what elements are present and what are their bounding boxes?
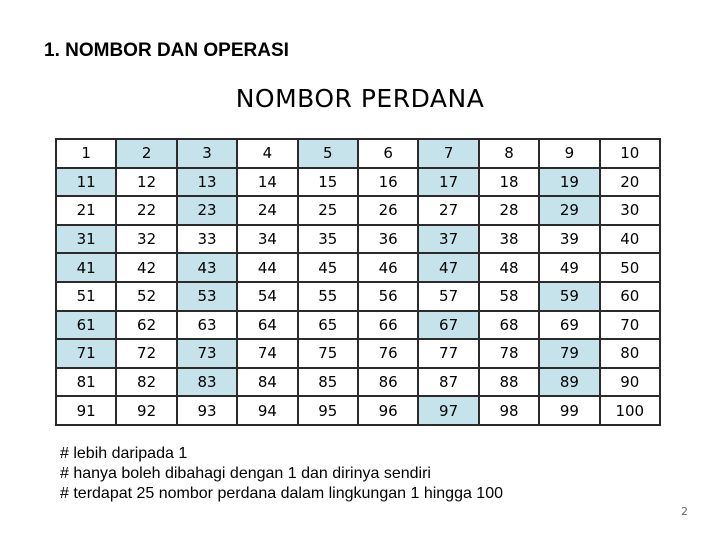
number-cell: 72 xyxy=(117,340,175,367)
prime-number-cell: 23 xyxy=(178,197,236,224)
prime-number-cell: 7 xyxy=(419,140,477,167)
number-cell: 98 xyxy=(480,397,538,424)
prime-number-cell: 41 xyxy=(57,254,115,281)
number-cell: 28 xyxy=(480,197,538,224)
prime-number-cell: 67 xyxy=(419,312,477,339)
prime-number-cell: 11 xyxy=(57,169,115,196)
number-cell: 25 xyxy=(299,197,357,224)
number-cell: 86 xyxy=(359,369,417,396)
page-number: 2 xyxy=(681,505,688,518)
number-cell: 63 xyxy=(178,312,236,339)
number-cell: 87 xyxy=(419,369,477,396)
prime-number-cell: 2 xyxy=(117,140,175,167)
number-cell: 9 xyxy=(540,140,598,167)
number-cell: 54 xyxy=(238,283,296,310)
number-cell: 51 xyxy=(57,283,115,310)
number-cell: 52 xyxy=(117,283,175,310)
number-cell: 60 xyxy=(601,283,659,310)
prime-number-cell: 53 xyxy=(178,283,236,310)
number-cell: 65 xyxy=(299,312,357,339)
number-cell: 77 xyxy=(419,340,477,367)
number-cell: 75 xyxy=(299,340,357,367)
prime-number-cell: 97 xyxy=(419,397,477,424)
number-cell: 74 xyxy=(238,340,296,367)
number-cell: 58 xyxy=(480,283,538,310)
number-cell: 18 xyxy=(480,169,538,196)
prime-number-cell: 47 xyxy=(419,254,477,281)
number-cell: 15 xyxy=(299,169,357,196)
number-cell: 22 xyxy=(117,197,175,224)
number-cell: 12 xyxy=(117,169,175,196)
number-cell: 82 xyxy=(117,369,175,396)
number-cell: 48 xyxy=(480,254,538,281)
section-heading: 1. NOMBOR DAN OPERASI xyxy=(44,40,289,61)
number-cell: 96 xyxy=(359,397,417,424)
number-cell: 84 xyxy=(238,369,296,396)
prime-number-cell: 13 xyxy=(178,169,236,196)
number-cell: 94 xyxy=(238,397,296,424)
prime-number-cell: 83 xyxy=(178,369,236,396)
notes-list xyxy=(60,444,503,504)
prime-number-cell: 61 xyxy=(57,312,115,339)
note-item: # hanya boleh dibahagi dengan 1 dan dirinya sendiri xyxy=(60,465,431,482)
number-cell: 55 xyxy=(299,283,357,310)
number-cell: 85 xyxy=(299,369,357,396)
number-cell: 42 xyxy=(117,254,175,281)
prime-number-cell: 71 xyxy=(57,340,115,367)
number-cell: 40 xyxy=(601,226,659,253)
number-cell: 16 xyxy=(359,169,417,196)
prime-number-cell: 3 xyxy=(178,140,236,167)
prime-number-cell: 73 xyxy=(178,340,236,367)
number-cell: 24 xyxy=(238,197,296,224)
slide-title: NOMBOR PERDANA xyxy=(235,84,485,113)
number-cell: 32 xyxy=(117,226,175,253)
number-cell: 38 xyxy=(480,226,538,253)
note-item: # lebih daripada 1 xyxy=(60,445,188,462)
number-cell: 76 xyxy=(359,340,417,367)
number-cell: 88 xyxy=(480,369,538,396)
number-cell: 90 xyxy=(601,369,659,396)
number-cell: 21 xyxy=(57,197,115,224)
number-cell: 80 xyxy=(601,340,659,367)
prime-number-cell: 89 xyxy=(540,369,598,396)
number-cell: 62 xyxy=(117,312,175,339)
number-cell: 64 xyxy=(238,312,296,339)
number-cell: 20 xyxy=(601,169,659,196)
number-cell: 81 xyxy=(57,369,115,396)
number-grid xyxy=(55,138,661,426)
number-cell: 50 xyxy=(601,254,659,281)
number-cell: 35 xyxy=(299,226,357,253)
number-cell: 92 xyxy=(117,397,175,424)
number-cell: 68 xyxy=(480,312,538,339)
note-item: # terdapat 25 nombor perdana dalam lingkungan 1 hingga 100 xyxy=(60,485,503,502)
prime-number-cell: 37 xyxy=(419,226,477,253)
number-cell: 70 xyxy=(601,312,659,339)
number-cell: 78 xyxy=(480,340,538,367)
number-cell: 14 xyxy=(238,169,296,196)
prime-number-cell: 43 xyxy=(178,254,236,281)
number-cell: 46 xyxy=(359,254,417,281)
number-cell: 33 xyxy=(178,226,236,253)
prime-number-cell: 17 xyxy=(419,169,477,196)
prime-number-cell: 5 xyxy=(299,140,357,167)
number-cell: 36 xyxy=(359,226,417,253)
number-cell: 26 xyxy=(359,197,417,224)
prime-number-cell: 59 xyxy=(540,283,598,310)
number-cell: 49 xyxy=(540,254,598,281)
number-cell: 66 xyxy=(359,312,417,339)
prime-number-cell: 29 xyxy=(540,197,598,224)
number-cell: 69 xyxy=(540,312,598,339)
number-cell: 39 xyxy=(540,226,598,253)
number-cell: 8 xyxy=(480,140,538,167)
prime-number-cell: 31 xyxy=(57,226,115,253)
number-cell: 34 xyxy=(238,226,296,253)
number-cell: 45 xyxy=(299,254,357,281)
number-cell: 6 xyxy=(359,140,417,167)
number-cell: 44 xyxy=(238,254,296,281)
number-cell: 99 xyxy=(540,397,598,424)
number-cell: 93 xyxy=(178,397,236,424)
number-cell: 30 xyxy=(601,197,659,224)
number-cell: 91 xyxy=(57,397,115,424)
number-cell: 95 xyxy=(299,397,357,424)
number-cell: 4 xyxy=(238,140,296,167)
prime-number-cell: 79 xyxy=(540,340,598,367)
number-cell: 56 xyxy=(359,283,417,310)
number-cell: 57 xyxy=(419,283,477,310)
number-cell: 100 xyxy=(601,397,659,424)
number-cell: 1 xyxy=(57,140,115,167)
number-cell: 27 xyxy=(419,197,477,224)
number-cell: 10 xyxy=(601,140,659,167)
prime-number-cell: 19 xyxy=(540,169,598,196)
